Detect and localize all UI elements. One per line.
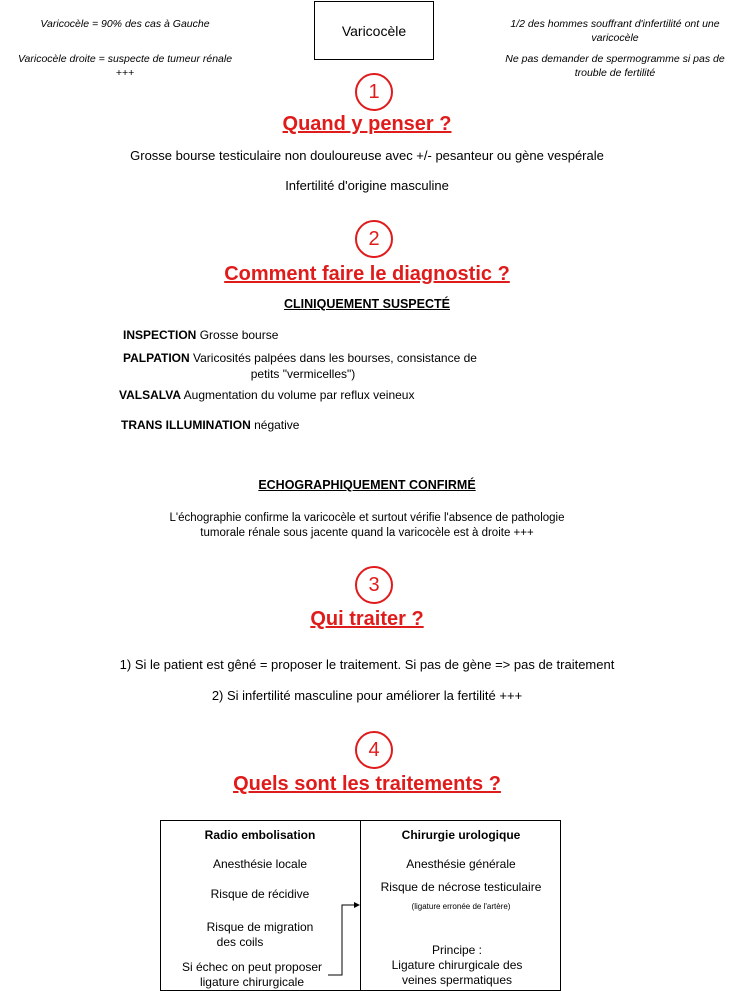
treatment-right-item: Anesthésie générale: [406, 857, 516, 871]
treatment-left-item: Risque de récidive: [210, 887, 310, 901]
note-right-2: Ne pas demander de spermogramme si pas de trouble de fertilité: [505, 53, 725, 79]
clinical-item-palpation: [123, 350, 483, 382]
section-heading-1: Quand y penser ?: [282, 113, 452, 135]
clinical-desc: Varicosités palpées dans les bourses, consistance de: [193, 351, 477, 365]
clinical-desc: Grosse bourse: [199, 328, 279, 342]
connector-arrow: [320, 895, 365, 980]
treatment-right-note: (ligature erronée de l'artère): [411, 902, 511, 911]
step-number: 1: [368, 80, 380, 103]
clinical-desc: Augmentation du volume par reflux veineux: [183, 388, 415, 402]
treatment-right-item: Risque de nécrose testiculaire: [380, 880, 542, 894]
echo-line-2: tumorale rénale sous jacente quand la varicocèle est à droite +++: [200, 527, 534, 539]
clinical-term: VALSALVA: [119, 388, 181, 402]
section-heading-3: Qui traiter ?: [310, 608, 424, 630]
treatment-right-item: Ligature chirurgicale des: [391, 958, 523, 972]
step-number: 2: [368, 227, 380, 250]
step-circle-2: [355, 220, 393, 258]
clinical-item-valsalva: [119, 387, 414, 403]
note-left-1: Varicocèle = 90% des cas à Gauche: [40, 18, 210, 30]
treatment-right-item: veines spermatiques: [401, 973, 513, 987]
section-3-line-2: 2) Si infertilité masculine pour améliorer la fertilité +++: [211, 688, 523, 703]
clinical-desc: négative: [254, 418, 300, 432]
treatment-right-item: Principe :: [431, 943, 483, 957]
section-1-line-2: Infertilité d'origine masculine: [285, 178, 449, 193]
step-number: 4: [368, 738, 380, 761]
section-3-line-1: 1) Si le patient est gêné = proposer le traitement. Si pas de gène => pas de traitement: [119, 657, 615, 672]
treatment-left-item: Si échec on peut proposer: [181, 960, 323, 974]
step-circle-4: [355, 731, 393, 769]
clinical-term: INSPECTION: [123, 328, 197, 342]
treatment-left-item: ligature chirurgicale: [199, 975, 305, 989]
clinical-item-transillumination: [121, 417, 299, 433]
treatment-left-item: Risque de migration: [206, 920, 314, 934]
clinical-term: PALPATION: [123, 351, 190, 365]
step-circle-1: [355, 73, 393, 111]
section-1-line-1: Grosse bourse testiculaire non douloureuse avec +/- pesanteur ou gène vespérale: [130, 148, 604, 163]
title-box: [314, 1, 434, 60]
section-heading-2: Comment faire le diagnostic ?: [224, 263, 510, 285]
page-title: Varicocèle: [341, 22, 407, 39]
treatment-left-item: des coils: [216, 935, 264, 949]
clinical-title: CLINIQUEMENT SUSPECTÉ: [284, 297, 450, 311]
clinical-item-inspection: [123, 327, 278, 343]
echo-line-1: L'échographie confirme la varicocèle et surtout vérifie l'absence de pathologie: [169, 512, 565, 524]
clinical-desc-2: petits "vermicelles"): [250, 367, 356, 381]
clinical-term: TRANS ILLUMINATION: [121, 418, 251, 432]
treatment-left-title: Radio embolisation: [204, 828, 316, 842]
treatment-right-title: Chirurgie urologique: [401, 828, 521, 842]
section-heading-4: Quels sont les traitements ?: [233, 773, 501, 795]
note-left-2: Varicocèle droite = suspecte de tumeur rénale +++: [17, 53, 233, 79]
treatment-left-item: Anesthésie locale: [212, 857, 308, 871]
step-number: 3: [368, 573, 380, 596]
step-circle-3: [355, 566, 393, 604]
note-right-1: 1/2 des hommes souffrant d'infertilité ont une varicocèle: [510, 18, 720, 44]
echo-title: ECHOGRAPHIQUEMENT CONFIRMÉ: [258, 478, 476, 492]
